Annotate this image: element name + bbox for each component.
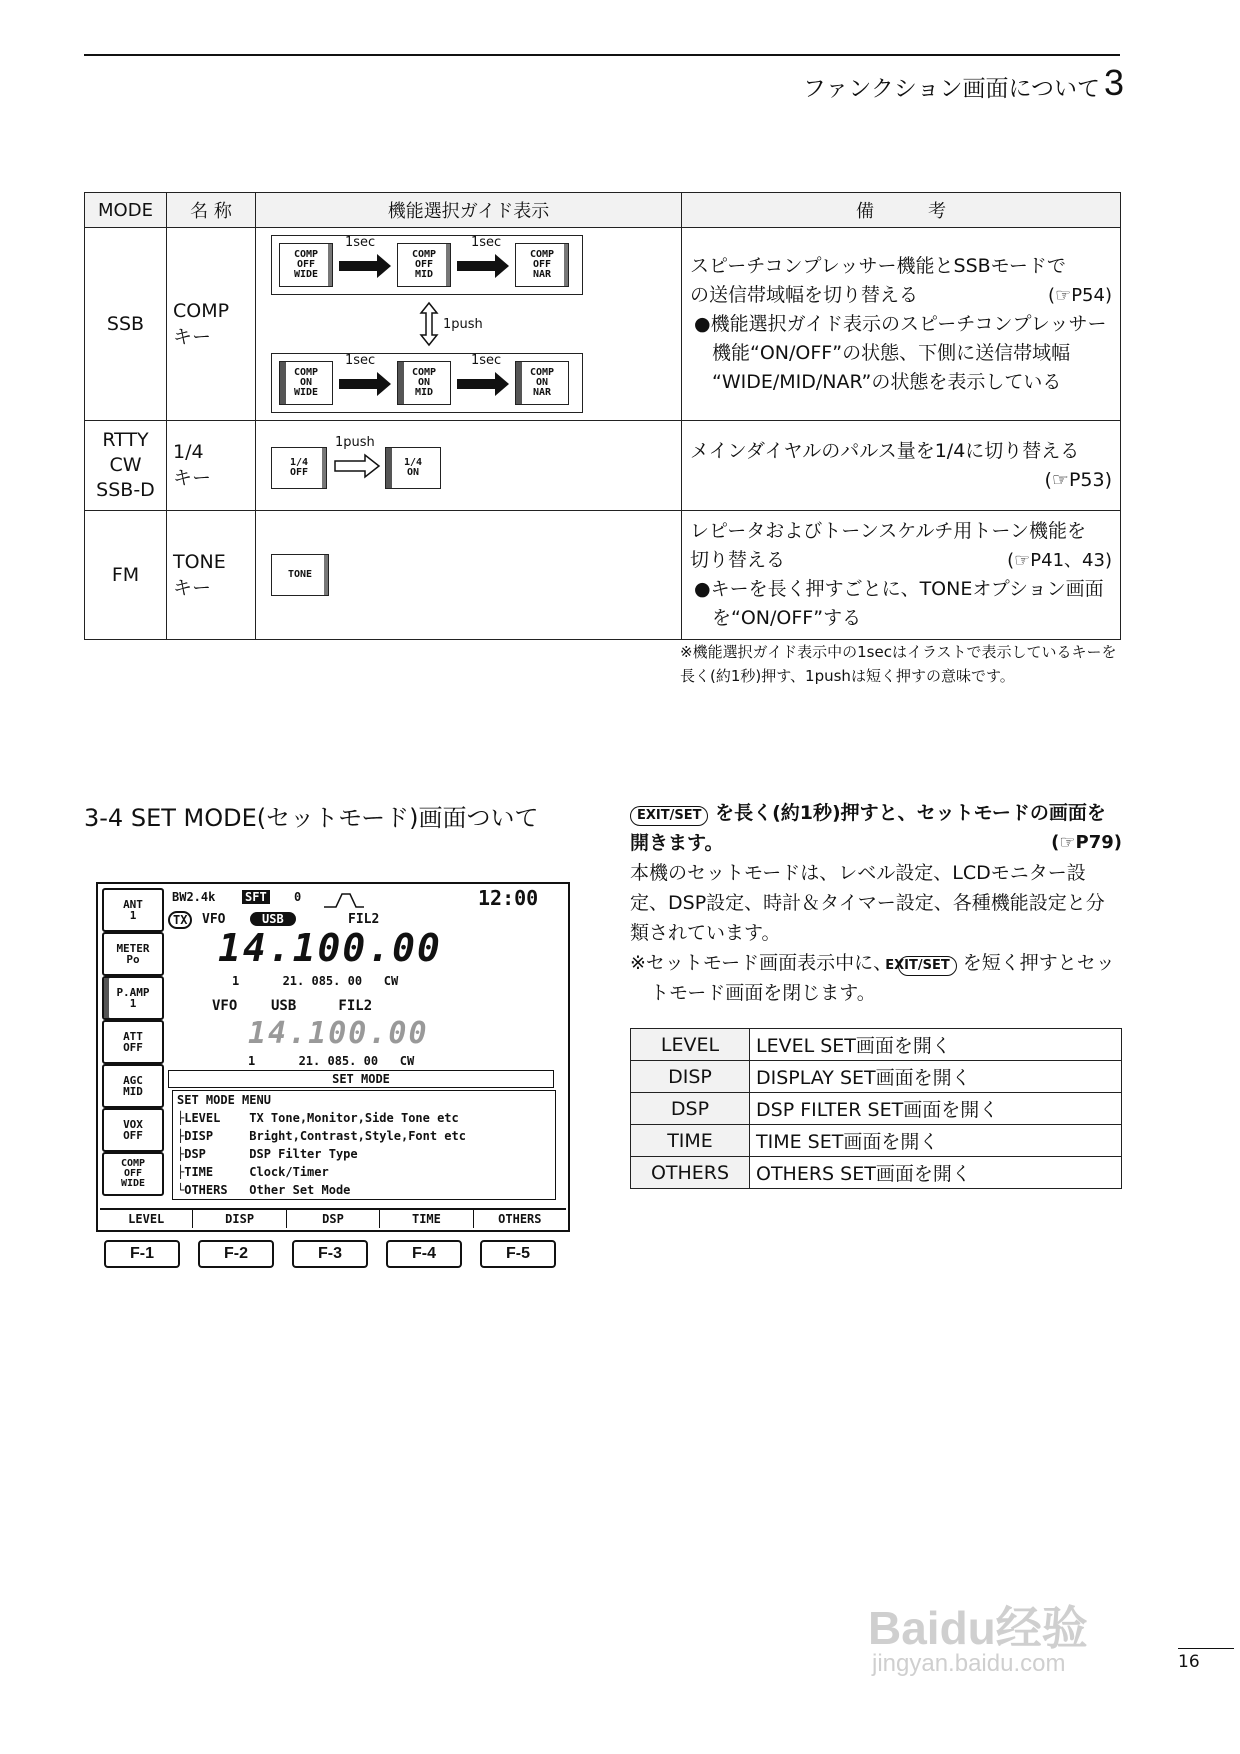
- arrow-right-icon: [457, 379, 497, 389]
- menu-item-level: ├LEVEL TX Tone,Monitor,Side Tone etc: [177, 1111, 459, 1125]
- menu-item-others: └OTHERS Other Set Mode: [177, 1183, 351, 1197]
- table-row: [631, 1093, 1122, 1125]
- filter-shape-icon: [324, 892, 364, 908]
- mode-cell: [85, 421, 167, 511]
- paragraph-2: 本機のセットモードは、レベル設定、LCDモニター設定、DSP設定、時計＆タイマー設定、各種機能設定と分類されています。: [630, 862, 1105, 944]
- guide-cell: [256, 511, 682, 640]
- paragraph-1: [630, 798, 1122, 858]
- exit-set-key: EXIT/SET: [630, 806, 708, 826]
- tone-key: TONE: [271, 554, 329, 596]
- main-frequency: 14.100.00: [218, 926, 442, 970]
- function-keys: [104, 1240, 564, 1268]
- push-label: 1push: [335, 434, 375, 450]
- note-line: レピータおよびトーンスケルチ用トーン機能を: [690, 520, 1086, 542]
- comp-on-mid-key: COMP ON MID: [397, 361, 451, 405]
- status-bw: BW2.4k: [172, 890, 216, 904]
- arrow-label: 1sec: [345, 235, 376, 250]
- key-suffix: キー: [173, 325, 212, 348]
- table-row: [631, 1061, 1122, 1093]
- note-text: 切り替える: [690, 549, 786, 571]
- arrow-right-icon: [339, 379, 379, 389]
- key-name: 1/4: [173, 441, 204, 463]
- menu-item-dsp: ├DSP DSP Filter Type: [177, 1147, 358, 1161]
- col-guide: 機能選択ガイド表示: [256, 193, 682, 228]
- function-table: [84, 192, 1121, 640]
- set-key: LEVEL: [631, 1029, 750, 1061]
- f4-key: F-4: [386, 1240, 462, 1268]
- set-key: TIME: [631, 1125, 750, 1157]
- page-ref: (☞P53): [1044, 468, 1112, 491]
- quarter-on-key: 1/4 ON: [385, 447, 441, 489]
- col-note: 備 考: [682, 193, 1121, 228]
- page-ref: (☞P41、43): [1007, 550, 1112, 571]
- set-mode-menu: [172, 1090, 556, 1200]
- table-row: [631, 1157, 1122, 1189]
- table-row: [85, 511, 1121, 640]
- softkey-att: ATT OFF: [102, 1020, 164, 1064]
- mode-cell: FM: [85, 511, 167, 640]
- watermark-logo: Baidu经验: [868, 1602, 1088, 1654]
- softkey-ant: ANT 1: [102, 888, 164, 932]
- fbar-dsp: DSP: [287, 1210, 380, 1228]
- f1-key: F-1: [104, 1240, 180, 1268]
- mode-cw: CW: [109, 454, 142, 476]
- tx-indicator: TX: [168, 911, 192, 929]
- section-title: 3-4 SET MODE(セットモード)画面ついて: [84, 804, 539, 832]
- comp-off-wide-key: COMP OFF WIDE: [279, 243, 333, 287]
- guide-cell: [256, 421, 682, 511]
- status-sft: SFT: [242, 890, 270, 904]
- comp-off-mid-key: COMP OFF MID: [397, 243, 451, 287]
- mode-cell: SSB: [85, 228, 167, 421]
- fbar-disp: DISP: [193, 1210, 286, 1228]
- table-header-row: [85, 193, 1121, 228]
- note-text: の送信帯域幅を切り替える: [690, 283, 919, 306]
- table-row: [631, 1125, 1122, 1157]
- top-rule: [84, 54, 1120, 56]
- mode-usb: USB: [250, 912, 296, 926]
- set-desc: TIME SET画面を開く: [750, 1125, 1122, 1157]
- col-mode: MODE: [85, 193, 167, 228]
- page-ref: (☞P79): [1051, 832, 1122, 853]
- name-cell: [167, 511, 256, 640]
- note-cell: [682, 228, 1121, 421]
- note-line: メインダイヤルのパルス量を1/4に切り替える: [690, 439, 1080, 462]
- note-line-with-ref: [690, 546, 1112, 575]
- set-key: DISP: [631, 1061, 750, 1093]
- page-number: 16: [1178, 1652, 1200, 1672]
- exit-set-key: EXIT/SET: [898, 956, 956, 976]
- fbar-level: LEVEL: [100, 1210, 193, 1228]
- menu-item-time: ├TIME Clock/Timer: [177, 1165, 329, 1179]
- fbar-time: TIME: [380, 1210, 473, 1228]
- status-sft-value: 0: [294, 890, 302, 904]
- function-bar: [100, 1208, 566, 1228]
- clock: 12:00: [478, 886, 539, 910]
- set-desc: DISPLAY SET画面を開く: [750, 1061, 1122, 1093]
- arrow-right-icon: [457, 261, 497, 271]
- page-number-rule: [1178, 1648, 1234, 1649]
- arrow-label: 1sec: [345, 353, 376, 368]
- paragraph-3: [630, 948, 1122, 1008]
- comp-on-nar-key: COMP ON NAR: [515, 361, 569, 405]
- sub-info-line: 1 21. 085. 00 CW: [232, 974, 399, 988]
- menu-item-disp: ├DISP Bright,Contrast,Style,Font etc: [177, 1129, 466, 1143]
- paragraph-1-text: を長く(約1秒)押すと、セットモードの画面を開きます。: [630, 802, 1106, 854]
- note-bullet: ●キーを長く押すごとに、TONEオプション画面を“ON/OFF”する: [694, 578, 1104, 629]
- f5-key: F-5: [480, 1240, 556, 1268]
- sub-info-line-2: 1 21. 085. 00 CW: [248, 1054, 415, 1068]
- set-desc: DSP FILTER SET画面を開く: [750, 1093, 1122, 1125]
- watermark-url: jingyan.baidu.com: [872, 1650, 1066, 1677]
- paragraph-3-text-a: ※セットモード画面表示中に、: [630, 952, 893, 974]
- key-suffix: キー: [173, 467, 212, 489]
- vfo-label: VFO: [202, 912, 226, 927]
- chapter-number: 3: [1103, 62, 1124, 103]
- softkey-comp: COMP OFF WIDE: [102, 1152, 164, 1196]
- fbar-others: OTHERS: [498, 1212, 542, 1226]
- comp-off-nar-key: COMP OFF NAR: [515, 243, 569, 287]
- key-name: TONE: [173, 550, 226, 573]
- set-mode-description: [630, 798, 1122, 1008]
- filter-label: FIL2: [348, 912, 380, 927]
- f3-key: F-3: [292, 1240, 368, 1268]
- guide-cell: [256, 228, 682, 421]
- arrow-right-icon: [339, 261, 379, 271]
- set-mode-title: SET MODE: [168, 1070, 554, 1088]
- set-desc: LEVEL SET画面を開く: [750, 1029, 1122, 1061]
- sub-frequency: 14.100.00: [248, 1016, 429, 1051]
- table-row: [85, 228, 1121, 421]
- col-name: 名 称: [167, 193, 256, 228]
- note-line-with-ref: [690, 281, 1112, 310]
- key-name: COMP: [173, 299, 230, 322]
- note-bullet-cont: “WIDE/MID/NAR”の状態を表示している: [712, 370, 1062, 393]
- footnote: ※機能選択ガイド表示中の1secはイラストで表示しているキーを長く(約1秒)押す、1pushは短く押すの意味です。: [680, 643, 1117, 685]
- mode-rtty: RTTY: [102, 429, 149, 451]
- double-arrow-icon: [417, 301, 441, 347]
- table-row: [85, 421, 1121, 511]
- softkey-vox: VOX OFF: [102, 1108, 164, 1152]
- f2-key: F-2: [198, 1240, 274, 1268]
- note-cell: [682, 511, 1121, 640]
- arrow-label: 1sec: [471, 353, 502, 368]
- note-line: スピーチコンプレッサー機能とSSBモードで: [690, 254, 1066, 277]
- table-row: [631, 1029, 1122, 1061]
- key-suffix: キー: [173, 576, 212, 599]
- menu-header: SET MODE MENU: [177, 1093, 271, 1107]
- name-cell: [167, 228, 256, 421]
- paragraph-3-text-b: を短く押すとセットモード画面を閉じます。: [650, 952, 1115, 1004]
- page-ref: (☞P54): [1048, 284, 1112, 306]
- set-key: DSP: [631, 1093, 750, 1125]
- set-desc: OTHERS SET画面を開く: [750, 1157, 1122, 1189]
- name-cell: [167, 421, 256, 511]
- softkey-meter: METER Po: [102, 932, 164, 976]
- hollow-arrow-icon: [333, 453, 381, 479]
- quarter-off-key: 1/4 OFF: [271, 447, 327, 489]
- page-header-title: ファンクション画面について: [802, 76, 1100, 102]
- mode-ssbd: SSB-D: [96, 479, 155, 501]
- set-mode-table: [630, 1028, 1122, 1189]
- softkey-pamp: P.AMP 1: [102, 976, 164, 1020]
- set-key: OTHERS: [631, 1157, 750, 1189]
- note-cell: [682, 421, 1121, 511]
- lcd-screen: [96, 882, 570, 1232]
- comp-on-wide-key: COMP ON WIDE: [279, 361, 333, 405]
- sub-vfo-line: VFO USB FIL2: [212, 998, 373, 1014]
- softkey-agc: AGC MID: [102, 1064, 164, 1108]
- push-label: 1push: [443, 317, 483, 332]
- arrow-label: 1sec: [471, 235, 502, 250]
- note-bullet: ●機能選択ガイド表示のスピーチコンプレッサー機能“ON/OFF”の状態、下側に送信帯域幅: [694, 312, 1107, 364]
